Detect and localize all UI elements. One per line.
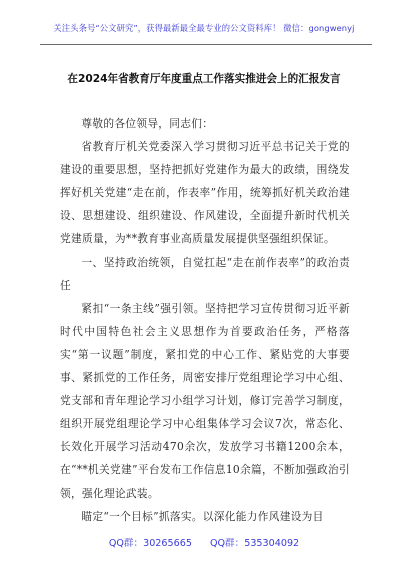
- document-title: 在2024年省教育厅年度重点工作落实推进会上的汇报发言: [67, 73, 341, 85]
- paragraph-main-line: 紧扣“一条主线”强引领。坚持把学习宣传贯彻习近平新时代中国特色社会主义思想作为首要政治任务，严格落实“第一议题”制度，紧扣党的中心工作、紧贴党的大事要事、紧抓党的工作任务，周密安排厅党组理论学习中心组、党支部和青年理论学习小组学习计划，修订完善学习制度，组织开展党组理论学习中心组集体学习会议7次，常态化、长效化开展学习活动470余次，发放学习书籍1200余本，在“**机关党建”平台发布工作信息10余篇，不断加强政治引领，强化理论武装。: [60, 301, 350, 500]
- header-banner: 关注头条号“公文研究”，获得最新最全最专业的公文资料库！ 微信：gongwenyj: [53, 23, 355, 33]
- document-body: [60, 112, 350, 528]
- header-divider: [40, 44, 372, 45]
- footer-qq-group-1: QQ群：30265665: [108, 538, 192, 549]
- footer-qq-group-2: QQ群：535304092: [209, 538, 300, 549]
- salutation: 尊敬的各位领导，同志们：: [81, 117, 214, 130]
- footer-contact: [0, 535, 408, 549]
- section-heading-1: 一、坚持政治统领，自觉扛起“走在前作表率”的政治责任: [60, 255, 350, 292]
- paragraph-target: 瞄定“一个目标”抓落实。以深化能力作风建设为目: [81, 509, 324, 523]
- paragraph-intro: 省教育厅机关党委深入学习贯彻习近平总书记关于党的建设的重要思想，坚持把抓好党建作为最大的政绩，围绕发挥好机关党建“走在前，作表率”作用，统筹抓好机关政治建设、思想建设、组织建设、作风建设，全面提升新时代机关党建质量，为**教育事业高质量发展提供坚强组织保证。: [60, 140, 350, 246]
